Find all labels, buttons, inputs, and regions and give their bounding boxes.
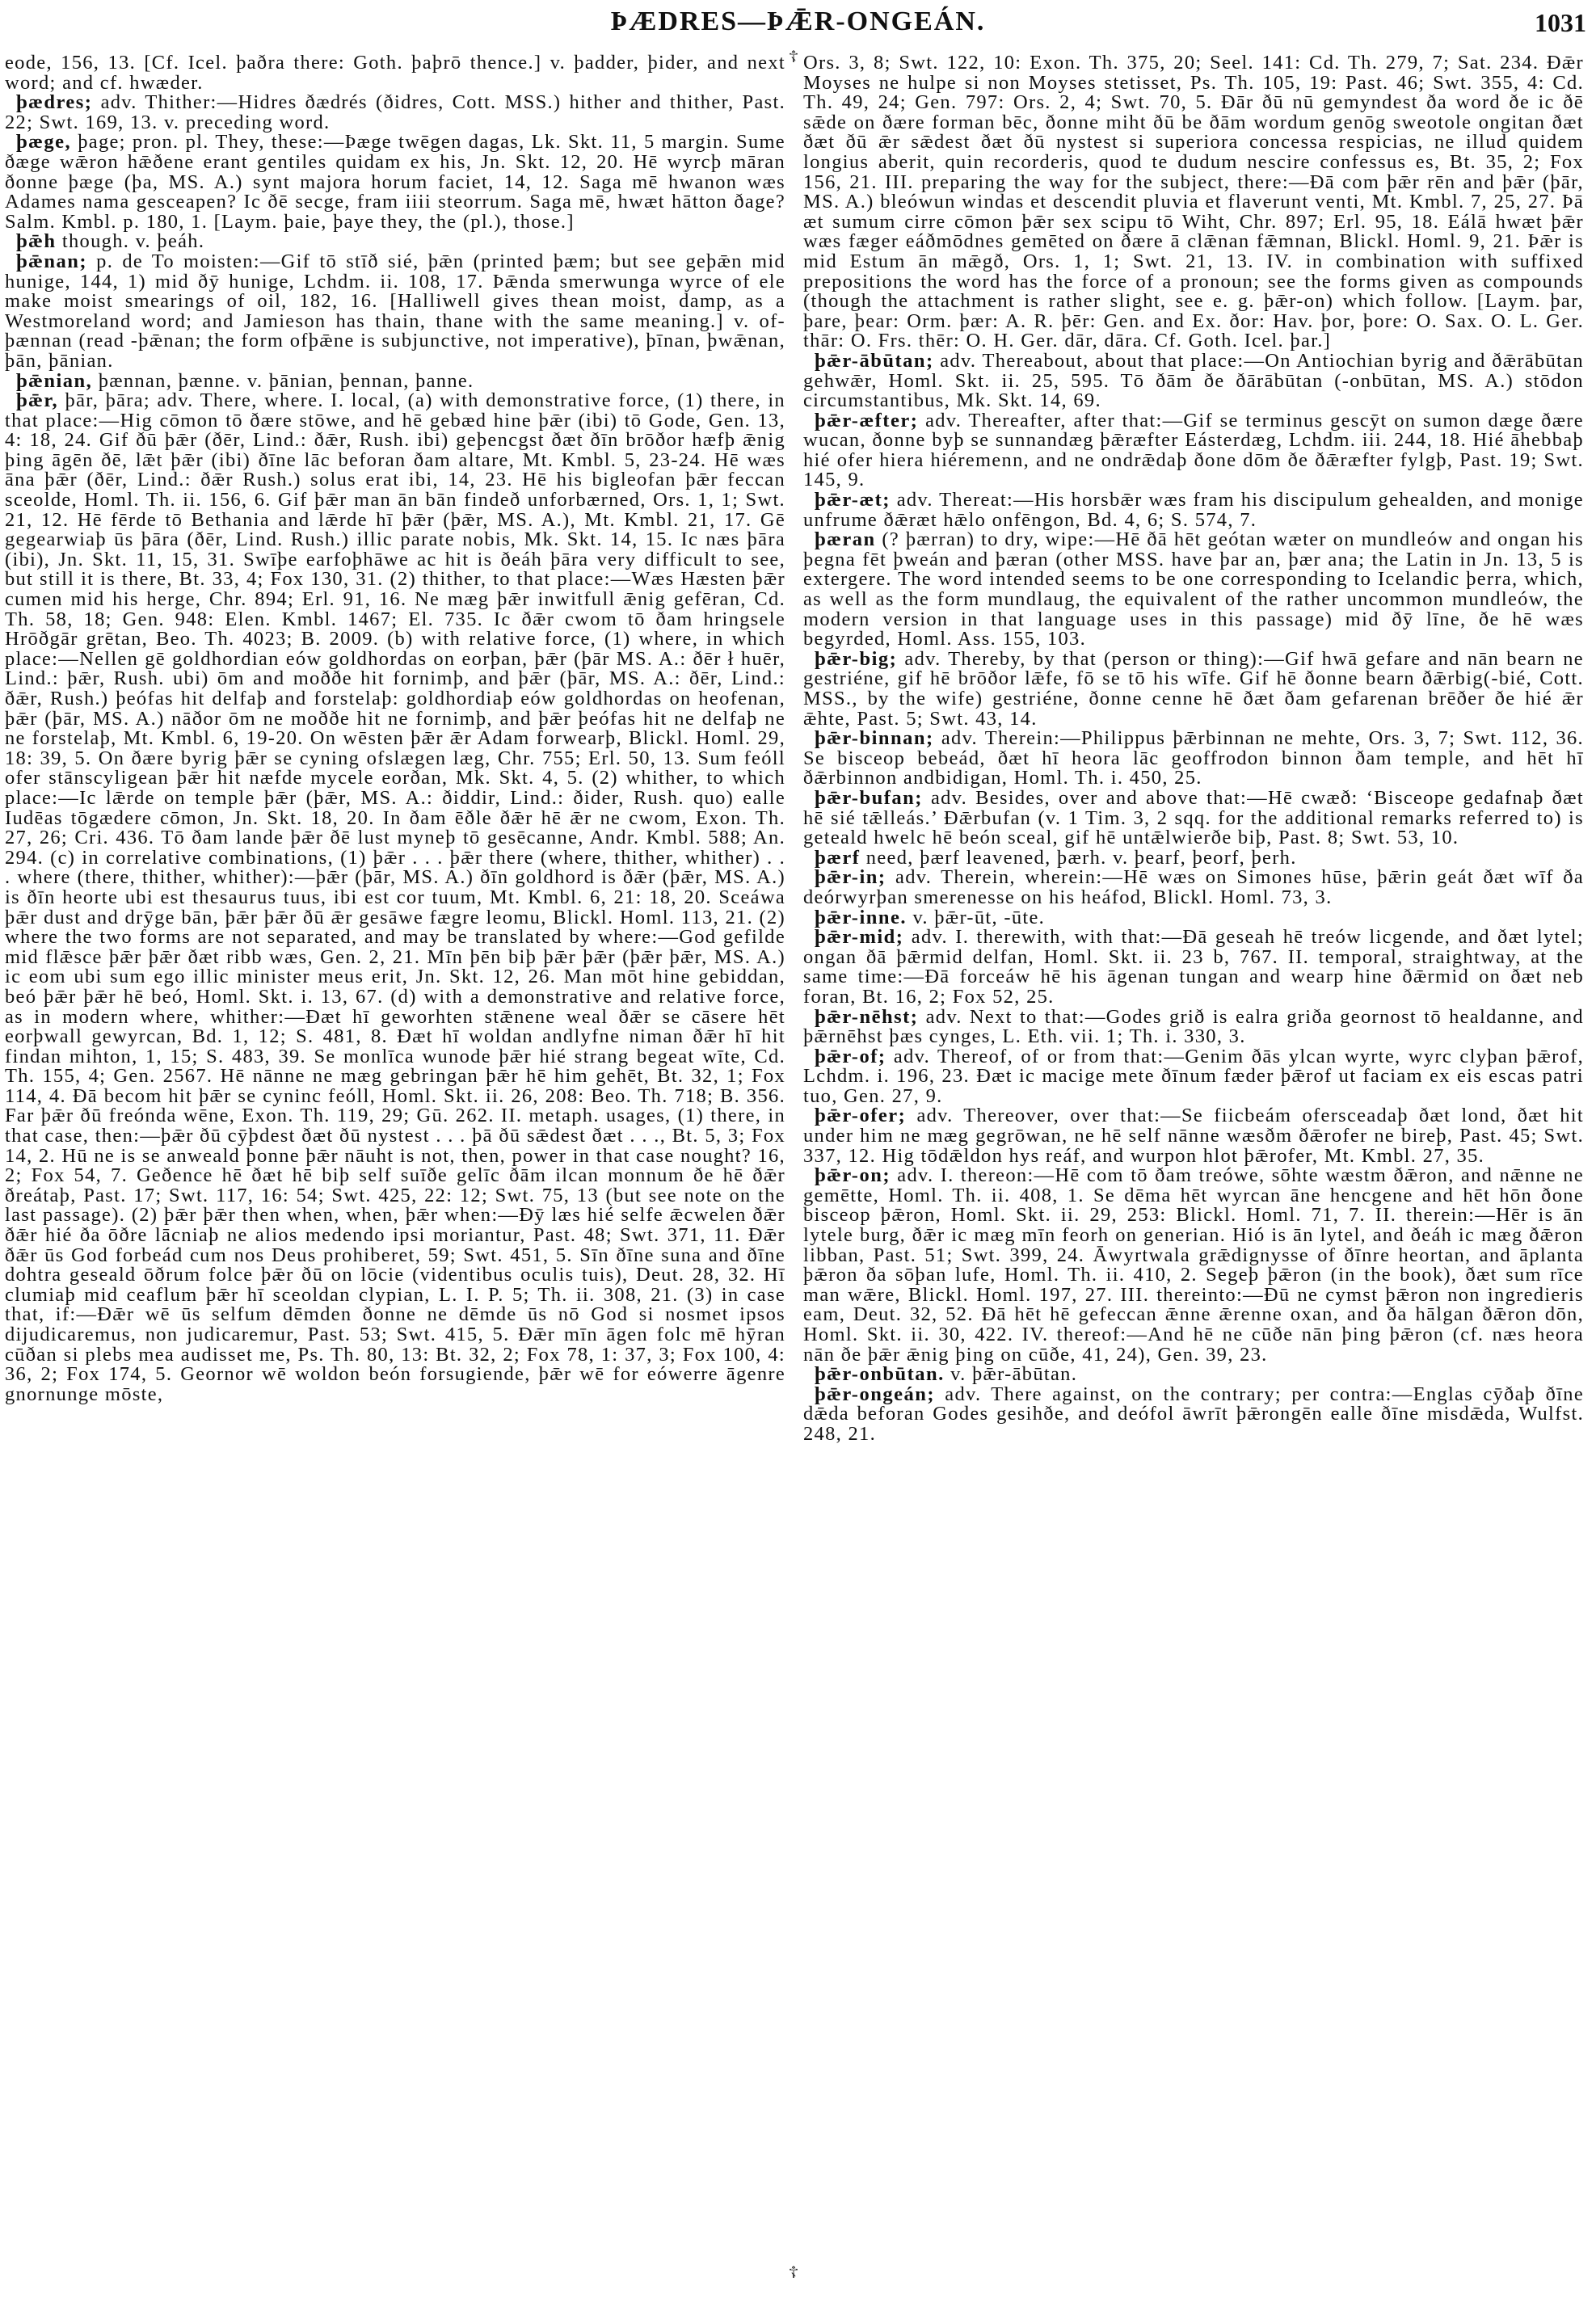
entry-text: p. de To moisten:—Gif tō stīð sié, þǣn (printed þæm; but see geþǣn mid hunige, 144, 1) mid ðȳ hunige, Lchdm. ii. 108, 17. Þǣnda smerwunga wyrce of ele make moist smearings of oil, 182, 16. [Halliwell gives thean moist, damp, as a Westmoreland word; and Jamieson has thain, thane with the same meaning.] v. of-þænnan (read -þǣnan; the form ofþǣne is subjunctive, not imperative), þīnan, þwǣnan, þān, þānian.	[5, 250, 785, 372]
headword: þæge,	[16, 131, 72, 154]
dictionary-entry	[803, 490, 1584, 530]
dictionary-entry	[803, 647, 1584, 730]
headword: þǣr-nēhst;	[815, 1005, 919, 1028]
entry-text: adv. Thereat:—His horsbǣr wæs fram his discipulum gehealden, and monige unfrume ðǣræt hǣlo onfēngon, Bd. 4, 6; S. 574, 7.	[803, 489, 1584, 531]
gutter-ornament-icon: ☦	[788, 2264, 799, 2282]
entry-text: adv. Besides, over and above that:—Hē cwæð: ‘Bisceope gedafnaþ ðæt hē sié tǣlleás.’ Ðǣrbufan (v. 1 Tim. 3, 2 sqq. for the additional remarks referred to) is geteald hwelc hē beón sceal, gif hē untǣlwierðe biþ, Past. 8; Swt. 53, 10.	[803, 786, 1584, 849]
dictionary-entry	[803, 848, 1584, 869]
dictionary-entry	[5, 252, 785, 372]
dictionary-entry	[803, 868, 1584, 907]
entry-text: adv. Thereabout, about that place:—On Antiochian byrig and ðǣrābūtan gehwǣr, Homl. Skt. ii. 25, 595. Tō ðām ðe ðārābūtan (-onbūtan, MS. A.) stōdon circumstantibus, Mk. Skt. 14, 69.	[803, 349, 1584, 412]
headword: þǣr-big;	[815, 647, 898, 670]
dictionary-entry	[803, 908, 1584, 928]
entry-text: adv. Thither:—Hidres ðædrés (ðidres, Cott. MSS.) hither and thither, Past. 22; Swt. 169, 13. v. preceding word.	[5, 91, 785, 133]
entry-text: þænnan, þænne. v. þānian, þennan, þanne.	[98, 369, 474, 392]
entry-text: adv. Therein, wherein:—Hē wæs on Simones hūse, þǣrin geát ðæt wīf ða deórwyrþan smerenesse on his heáfod, Blickl. Homl. 73, 3.	[803, 866, 1584, 908]
headword: þǣr-ofer;	[815, 1105, 907, 1127]
headword: þæran	[815, 528, 876, 551]
entry-text: need, þærf leavened, þærh. v. þearf, þeorf, þerh.	[865, 846, 1297, 869]
dictionary-entry	[5, 93, 785, 133]
entry-text: adv. Thereover, over that:—Se fiicbeám ofersceadaþ ðæt lond, ðæt hit under him ne mæg gegrōwan, ne hē self nānne wæsðm ðǣrofer ne bireþ, Past. 45; Swt. 337, 12. Hig tōdǣldon hys reáf, and wurpon hlot þǣrofer, Mt. Kmbl. 27, 35.	[803, 1105, 1584, 1167]
dictionary-entry	[803, 1005, 1584, 1048]
entry-text: þār, þāra; adv. There, where. I. local, (a) with demonstrative force, (1) there, in that place:—Hig cōmon tō ðære stōwe, and hē gebæd hine þǣr (ibi) tō Gode, Gen. 13, 4: 18, 24. Gif ðū þǣr (ðēr, Lind.: ðǣr, Rush. ibi) geþencgst ðæt ðīn brōðor hæfþ ǣnig þing āgēn ðē, lǣt þǣr (ibi) ðīne lāc beforan ðam altare, Mt. Kmbl. 5, 23-24. Hē wæs āna þǣr (ðēr, Lind.: ðǣr Rush.) solus erat ibi, 14, 23. Hē his bigleofan þǣr feccan sceolde, Homl. Th. ii. 156, 6. Gif þǣr man ān bān findeð unforbærned, Ors. 1, 1; Swt. 21, 12. Hē fērde tō Bethania and lǣrde hī þǣr (þǣr, MS. A.), Mt. Kmbl. 21, 17. Gē gegearwiaþ ūs þāra (ðēr, Lind. Rush.) illic parate nobis, Mk. Skt. 14, 15. Ic næs þāra (ibi), Jn. Skt. 11, 15, 31. Swīþe earfoþhāwe ac hit is ðeáh þāra very difficult to see, but still it is there, Bt. 33, 4; Fox 130, 31. (2) thither, to that place:—Wæs Hæsten þǣr cumen mid his herge, Chr. 894; Erl. 91, 16. Ne mæg þǣr inwitfull ǣnig gefēran, Cd. Th. 58, 18; Gen. 948: Elen. Kmbl. 1467; El. 735. Ic ðǣr cwom tō ðam hringsele Hrōðgār grētan, Beo. Th. 4023; B. 2009. (b) with relative force, (1) where, in which place:—Nellen gē goldhordian eów goldhordas on eorþan, þǣr (þār MS. A.: ðēr ł huēr, Lind.: þǣr, Rush. ubi) ōm and moððe hit fornimþ, and þǣr (þār, MS. A.: ðēr, Lind.: ðǣr, Rush.) þeófas hit delfaþ and forstelaþ: goldhordiaþ eów goldhordas on heofenan, þǣr (þār, MS. A.) nāðor ōm ne moððe hit ne fornimþ, and þǣr þeófas hit ne delfaþ ne ne forstelaþ, Mt. Kmbl. 6, 19-20. On wēsten þǣr ǣr Adam forwearþ, Blickl. Homl. 29, 18: 39, 5. On ðære byrig þǣr se cyning ofslægen læg, Chr. 755; Erl. 50, 13. Sum feóll ofer stānscyligean þǣr hit næfde mycele eorðan, Mk. Skt. 4, 5. (2) whither, to which place:—Ic lǣrde on temple þǣr (þǣr, MS. A.: ðiddir, Lind.: ðider, Rush. quo) ealle Iudēas tōgædere cōmon, Jn. Skt. 18, 20. In ðam ēðle ðǣr hē ǣr ne cwom, Exon. Th. 27, 26; Cri. 436. Tō ðam lande þǣr ðē lust myneþ tō gesēcanne, Andr. Kmbl. 588; An. 294. (c) in correlative combinations, (1) þǣr . . . þǣr there (where, thither, whither) . . . where (there, thither, whither):—þǣr (þār, MS. A.) ðīn goldhord is ðǣr (þǣr, MS. A.) is ðīn heorte ubi est thesaurus tuus, ibi est cor tuum, Mt. Kmbl. 6, 21: 18, 20. Sceáwa þǣr dust and drȳge bān, þǣr þǣr ðū ǣr gesāwe fægre leomu, Blickl. Homl. 113, 21. (2) where the two forms are not separated, and may be translated by where:—God gefilde mid flǣsce þǣr þǣr ðæt ribb wæs, Gen. 2, 21. Mīn þēn biþ þǣr þǣr (þǣr þǣr, MS. A.) ic eom ubi sum ego illic minister meus erit, Jn. Skt. 12, 26. Man mōt hine gebiddan, beó þǣr þǣr hē beó, Homl. Skt. i. 13, 67. (d) with a demonstrative and relative force, as in modern where, whither:—Ðæt hī geworhten stǣnene weal ðǣr se cāsere hēt eorþwall gewyrcan, Bd. 1, 12; S. 481, 8. Ðæt hī woldan andlyfne niman ðǣr hī hit findan mihton, 1, 15; S. 483, 39. Se monlīca wunode þǣr hié strang begeat wīte, Cd. Th. 155, 4; Gen. 2567. Hē nānne ne mæg gebringan þǣr hē him gehēt, Bt. 32, 1; Fox 114, 4. Ðā becom hit þǣr se cyninc feóll, Homl. Skt. ii. 26, 208: Beo. Th. 718; B. 356. Far þǣr ðū freónda wēne, Exon. Th. 119, 29; Gū. 262. II. metaph. usages, (1) there, in that case, then:—þǣr ðū cȳþdest ðæt ðū nystest . . . þā ðū sǣdest ðæt . . ., Bt. 5, 3; Fox 14, 2. Hū ne is se anweald þonne þǣr nāuht is not, then, power in that case nought? 16, 2; Fox 54, 7. Geðence hē ðæt hē biþ self suīðe gelīc ðām ilcan monnum ðe hē ðǣr ðreátaþ, Past. 17; Swt. 117, 16: 54; Swt. 425, 22: 12; Swt. 75, 13 (but see note on the last passage). (2) þǣr þǣr then when, when, þǣr when:—Ðȳ læs hié selfe ǣcwelen ðǣr ðǣr hié ða ōðre lācniaþ ne alios medendo ipsi moriantur, Past. 48; Swt. 371, 11. Ðǣr ðǣr ūs God forbeád cum nos Deus prohiberet, 59; Swt. 451, 5. Sīn ðīne suna and ðīne dohtra geseald ōðrum folce þǣr ðū on lōcie (videntibus oculis tuis), Deut. 28, 32. Hī clumiaþ mid ceaflum þǣr hī sceoldan clypian, L. I. P. 5; Th. ii. 308, 21. (3) in case that, if:—Ðǣr wē ūs selfum dēmden ðonne ne dēmde ūs nō God si nosmet ipsos dijudicaremus, non judicaremur, Past. 53; Swt. 415, 5. Ðǣr mīn āgen folc mē hȳran cūðan si plebs mea audisset me, Ps. Th. 80, 13: Bt. 32, 2; Fox 78, 1: 37, 3; Fox 100, 4: 36, 2; Fox 174, 5. Geornor wē woldon beón forsugiende, þǣr wē for eówerre āgenre gnornunge mōste,	[5, 389, 785, 1405]
entry-text: v. þǣr-ābūtan.	[950, 1363, 1078, 1386]
headword: þǣr-of;	[815, 1045, 886, 1067]
headword: þǣr,	[16, 389, 59, 412]
dictionary-entry	[5, 369, 785, 392]
dictionary-entry	[803, 786, 1584, 849]
entry-text: though. v. þeáh.	[61, 230, 205, 253]
dictionary-entry	[803, 729, 1584, 789]
dictionary-entry	[5, 391, 785, 1404]
headword: þǣr-ongeán;	[815, 1383, 935, 1405]
entry-text: adv. Therein:—Philippus þǣrbinnan ne mehte, Ors. 3, 7; Swt. 112, 36. Se bisceop bebeád, ðæt hī heora lāc geoffrodon binnon ðam temple, and hēt hī ðǣrbinnon andbidigan, Homl. Th. i. 450, 25.	[803, 727, 1584, 789]
entry-text: adv. Next to that:—Godes grið is ealra griða geornost tō healdanne, and þǣrnēhst þæs cynges, L. Eth. vii. 1; Th. i. 330, 3.	[803, 1005, 1584, 1048]
page-number: 1031	[1535, 8, 1586, 37]
left-column	[5, 53, 785, 1404]
dictionary-entry	[803, 530, 1584, 650]
dictionary-entry	[5, 133, 785, 232]
headword: þǣr-mid;	[815, 926, 904, 949]
headword: þædres;	[16, 91, 93, 114]
headword: þǣr-æfter;	[815, 409, 919, 431]
entry-text: adv. I. therewith, with that:—Ðā geseah hē treów licgende, and ðæt lytel; ongan ðā þǣrmid delfan, Homl. Skt. ii. 23 b, 767. II. temporal, straightway, at the same time:—Ðā forceáw hē his āgenan tungan and wearp hine ðǣrmid on ðæt neb foran, Bt. 16, 2; Fox 52, 25.	[803, 926, 1584, 1008]
continued-entry	[5, 53, 785, 93]
running-head	[0, 6, 1596, 42]
entry-text: adv. Thereby, by that (person or thing):—Gif hwā gefare and nān bearn ne gestriéne, gif hē brōðor lǣfe, fō se tō his wīfe. Gif hē ðonne bearn ðǣrbig(-bié, Cott. MSS., by the wife) gestriéne, ðonne cenne hē ðæt ðam gefarenan brēðer ðe hié ǣr ǣhte, Past. 5; Swt. 43, 14.	[803, 647, 1584, 730]
headword: þǣr-on;	[815, 1164, 891, 1187]
headword: þǣr-æt;	[815, 489, 891, 511]
dictionary-entry	[803, 1166, 1584, 1365]
headword: þǣnan;	[16, 250, 87, 272]
dictionary-entry	[803, 1365, 1584, 1385]
entry-text: (? þærran) to dry, wipe:—Hē ðā hēt geótan wæter on mundleów and ongan his þegna fēt þweán and þæran (other MSS. have þar an, þær ana; the Latin in Jn. 13, 5 is extergere. The word intended seems to be one corresponding to Icelandic þerra, which, as well as the form mundlaug, the equivalent of the rather uncommon mundleów, the modern version in that language uses in this passage) mid ðȳ līne, ðe hē wæs begyrded, Homl. Ass. 155, 103.	[803, 528, 1584, 650]
entry-text: þage; pron. pl. They, these:—Þæge twēgen dagas, Lk. Skt. 11, 5 margin. Sume ðæge wǣron hǣðene erant gentiles quidam ex his, Jn. Skt. 12, 20. Hē wyrcþ māran ðonne þæge (þa, MS. A.) synt majora horum faciet, 14, 12. Saga mē hwanon wæs Adames nama gesceapen? Ic ðē secge, fram iiii steorrum. Saga mē, hwæt hātton ðage? Salm. Kmbl. p. 180, 1. [Laym. þaie, þaye they, the (pl.), those.]	[5, 131, 785, 233]
entry-text: adv. Thereof, of or from that:—Genim ðās ylcan wyrte, wyrc clyþan þǣrof, Lchdm. i. 196, 23. Ðæt ic macige mete ðīnum fæder þǣrof ut faciam ex eis escas patri tuo, Gen. 27, 9.	[803, 1045, 1585, 1107]
dictionary-entry	[5, 232, 785, 252]
running-title: ÞÆDRES—ÞǢR-ONGEÁN.	[610, 6, 986, 36]
headword: þærf	[815, 846, 861, 869]
entry-text: adv. I. thereon:—Hē com tō ðam treówe, sōhte wæstm ðǣron, and nǣnne ne gemētte, Homl. Th. ii. 408, 1. Se dēma hēt wyrcan āne hencgene and hēt hōn ðone bisceop þǣron, Homl. Skt. ii. 29, 253: Blickl. Homl. 71, 7. II. therein:—Hēr is ān lytele burg, ðǣr ic mæg mīn feorh on generian. Hió is ān lytel, and ðeáh ic mæg ðǣron libban, Past. 51; Swt. 399, 24. Āwyrtwala grǣdignysse of ðīnre heortan, and āplanta þǣron ða sōþan lufe, Homl. Th. ii. 410, 2. Segeþ þǣron (in the book), ðæt sum rīce man wǣre, Blickl. Homl. 197, 27. III. thereinto:—Ðū ne cymst þǣron non ingredieris eam, Deut. 32, 52. Ðā hēt hē gefeccan ǣnne ǣrenne oxan, and ða hālgan ðǣron dōn, Homl. Skt. ii. 30, 422. IV. thereof:—And hē ne cūðe nān þing þǣron (cf. næs heora nān ðe þǣr ǣnig þing on cūðe, 41, 24), Gen. 39, 23.	[803, 1164, 1585, 1366]
right-column	[803, 53, 1584, 1445]
headword: þǣh	[16, 230, 57, 253]
entry-text: adv. Thereafter, after that:—Gif se terminus gescȳt on sumon dæge ðære wucan, ðonne byþ se sunnandæg þǣræfter Eásterdæg, Lchdm. iii. 244, 18. Hié āhebbaþ hié ofer hiera hiéremenn, and ne ondrǣdaþ ðone dōm ðe ðǣræfter fylgþ, Past. 19; Swt. 145, 9.	[803, 409, 1584, 491]
headword: þǣr-ābūtan;	[815, 349, 934, 372]
headword: þǣr-in;	[815, 866, 886, 889]
dictionary-entry	[803, 1047, 1584, 1107]
headword: þǣr-binnan;	[815, 727, 934, 750]
entry-text: eode, 156, 13. [Cf. Icel. þaðra there: Goth. þaþrō thence.] v. þadder, þider, and next word; and cf. hwæder.	[5, 52, 785, 94]
dictionary-entry	[803, 928, 1584, 1007]
headword: þǣr-onbūtan.	[815, 1363, 945, 1386]
entry-text: adv. There against, on the contrary; per contra:—Englas cȳðaþ ðīne dǣda beforan Godes gesihðe, and deófol āwrīt þǣrongēn ealle ðīne misdǣda, Wulfst. 248, 21.	[803, 1383, 1584, 1445]
continued-entry	[803, 53, 1584, 351]
headword: þǣr-bufan;	[815, 786, 923, 809]
gutter-ornament-icon: ☦	[788, 48, 799, 66]
entry-text: Ors. 3, 8; Swt. 122, 10: Exon. Th. 375, 20; Seel. 141: Cd. Th. 279, 7; Sat. 234. Ðǣr Moyses ne hulpe si non Moyses stetisset, Ps. Th. 105, 19: Past. 46; Swt. 355, 4: Cd. Th. 49, 24; Gen. 797: Ors. 2, 4; Swt. 70, 5. Ðār ðū nū gemyndest ða word ðe ic ðē sǣde on ðære forman bēc, ðonne miht ðū be ðām wordum genōg sweotole ongitan ðæt ðæt ðū ǣr sǣdest ðæt ðū nystest si superiora concessa respicias, ne illud quidem longius aberit, quin recorderis, quod te dudum nescire confessus es, Bt. 35, 2; Fox 156, 21. III. preparing the way for the subject, there:—Ðā com þǣr rēn and þǣr (þār, MS. A.) bleówun windas et descendit pluvia et flaverunt venti, Mt. Kmbl. 7, 25, 27. Þā æt sumum cirre cōmon þǣr sex scipu tō Wiht, Chr. 897; Erl. 95, 18. Eálā hwæt þǣr wæs fæger eáðmōdnes gemēted on ðære ā clǣnan fǣmnan, Blickl. Homl. 9, 21. Þǣr is mid Estum ān mǣgð, Ors. 1, 1; Swt. 21, 13. IV. in combination with suffixed prepositions the word has the force of a pronoun; see the forms given as compounds (though the attachment is rather slight, see e. g. þǣr-on) which follow. [Laym. þar, þare, þear: Orm. þær: A. R. þēr: Gen. and Ex. ðor: Hav. þor, þore: O. Sax. O. L. Ger. thār: O. Frs. thēr: O. H. Ger. dār, dāra. Cf. Goth. Icel. þar.]	[803, 52, 1584, 352]
headword: þǣnian,	[16, 369, 93, 392]
entry-text: v. þǣr-ūt, -ūte.	[912, 906, 1046, 928]
dictionary-entry	[803, 351, 1584, 411]
headword: þǣr-inne.	[815, 906, 907, 928]
dictionary-entry	[803, 1385, 1584, 1445]
dictionary-entry	[803, 1106, 1584, 1166]
dictionary-entry	[803, 411, 1584, 490]
